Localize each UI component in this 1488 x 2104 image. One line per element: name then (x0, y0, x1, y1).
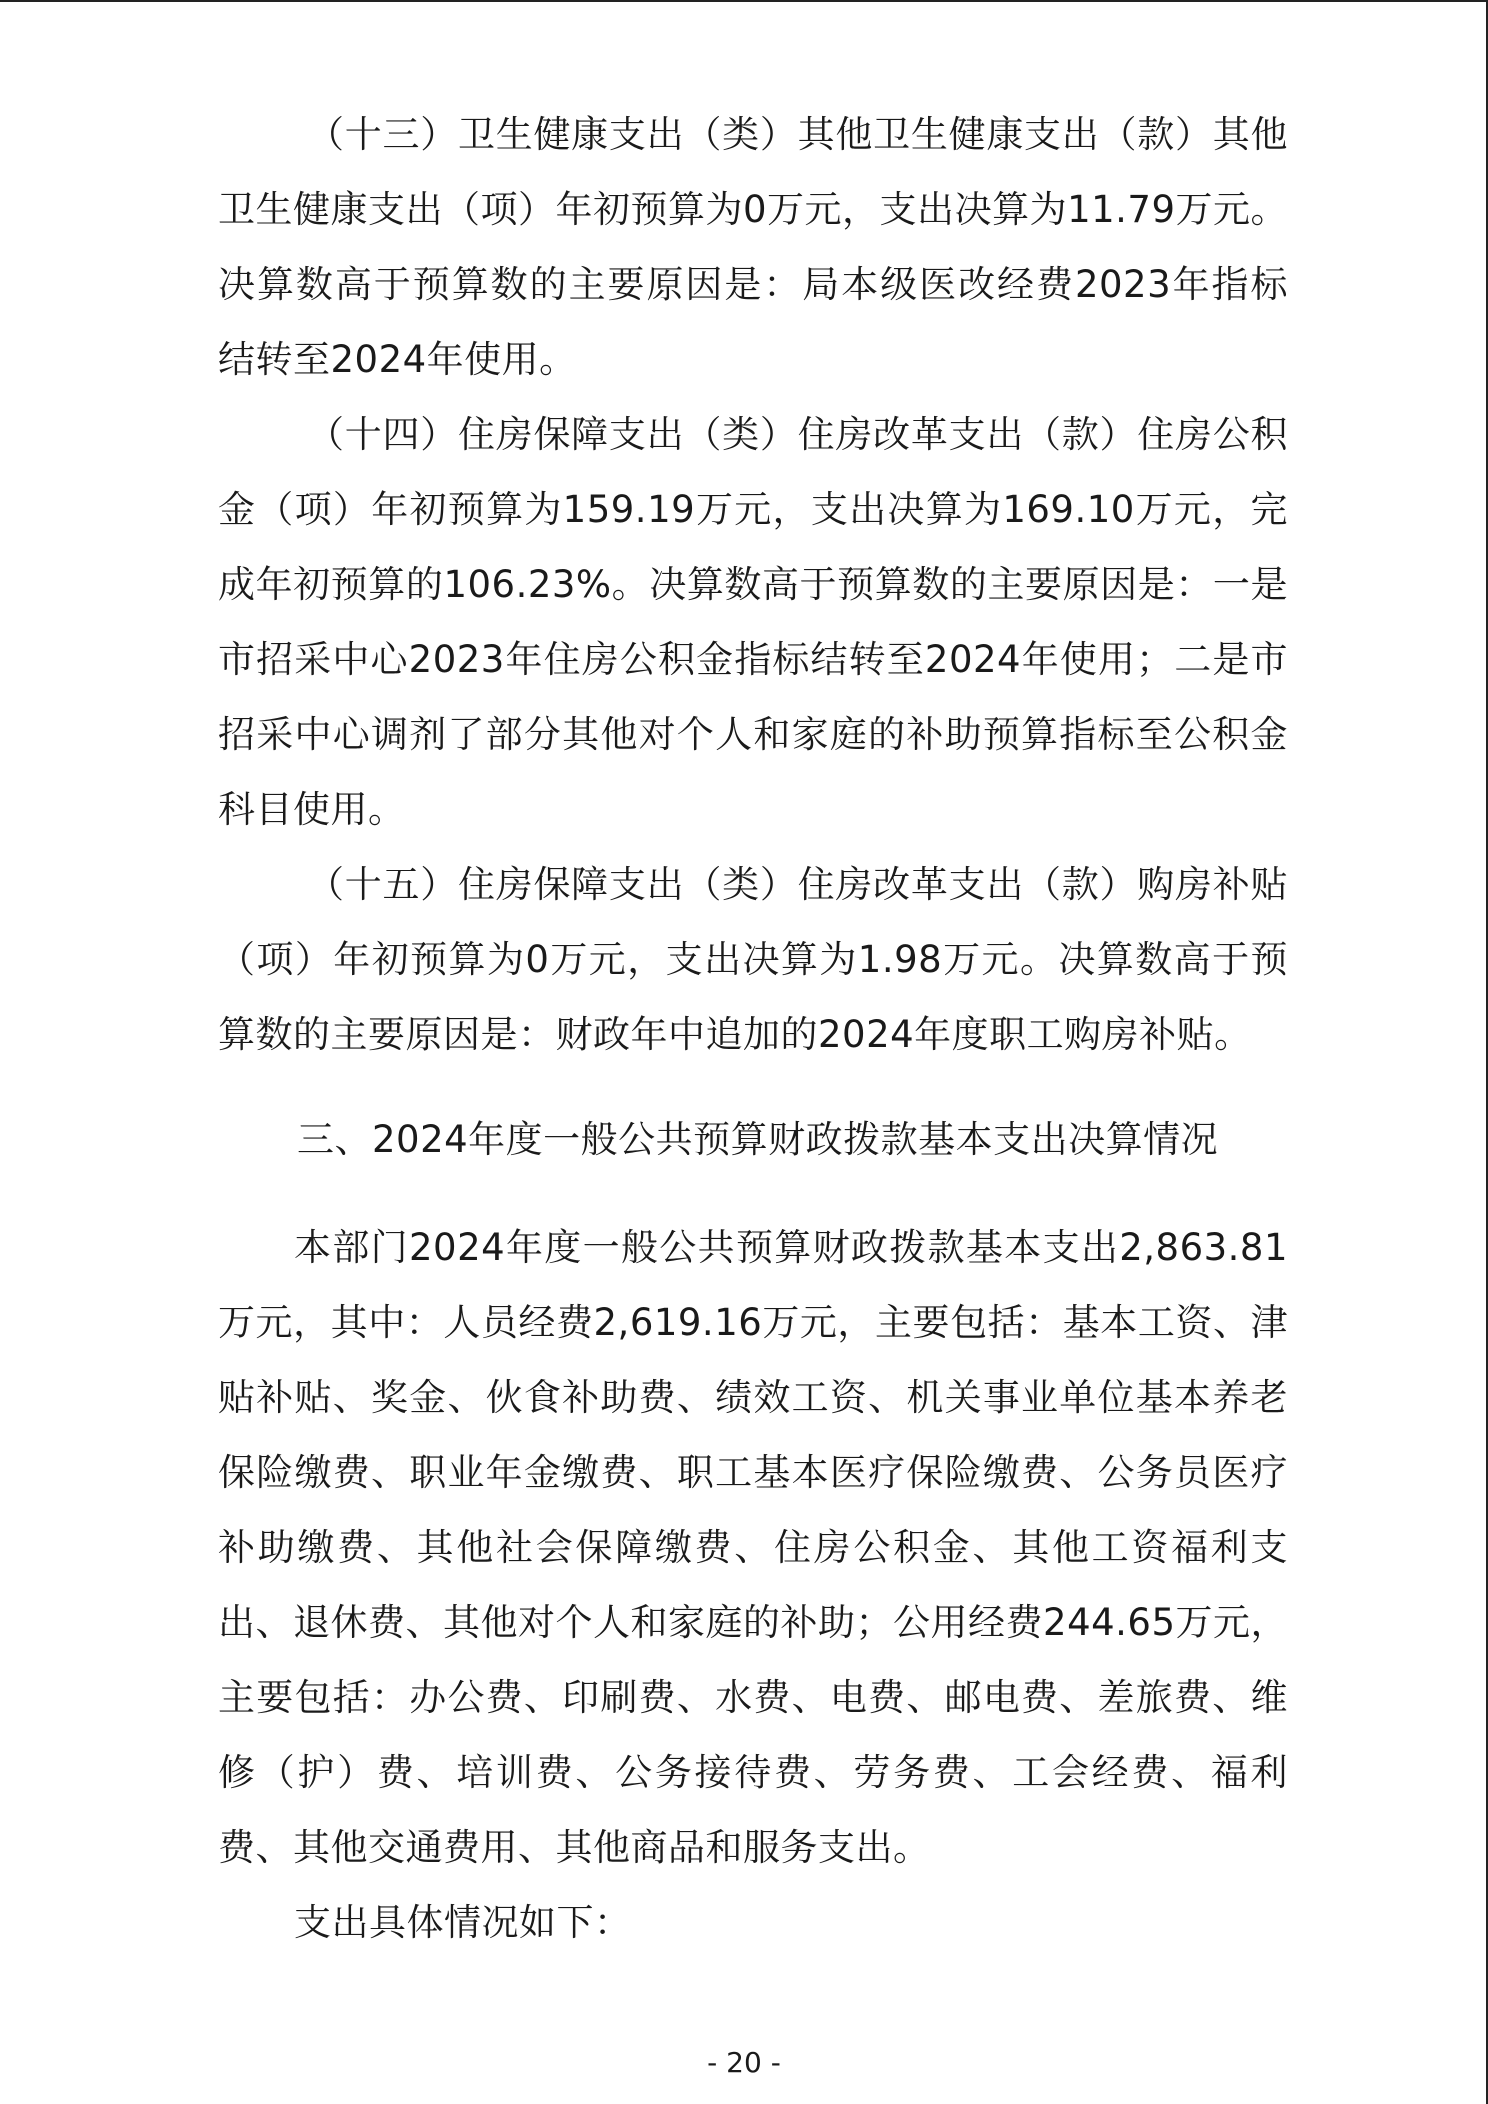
paragraph-housing-subsidy: （十五）住房保障支出（类）住房改革支出（款）购房补贴（项）年初预算为0万元，支出决算为1.98万元。决算数高于预算数的主要原因是：财政年中追加的2024年度职工购房补贴。 (218, 863, 1288, 1056)
paragraph-details-intro: 支出具体情况如下： (294, 1901, 632, 1944)
paragraph-housing-fund: （十四）住房保障支出（类）住房改革支出（款）住房公积金（项）年初预算为159.19万元，支出决算为169.10万元，完成年初预算的106.23%。决算数高于预算数的主要原因是：一是市招采中心2023年住房公积金指标结转至2024年使用；二是市招采中心调剂了部分其他对个人和家庭的补助预算指标至公积金科目使用。 (218, 413, 1288, 831)
paragraph-health-expenditure: （十三）卫生健康支出（类）其他卫生健康支出（款）其他卫生健康支出（项）年初预算为0万元，支出决算为11.79万元。决算数高于预算数的主要原因是：局本级医改经费2023年指标结转至2024年使用。 (218, 113, 1288, 381)
paragraph-basic-expenditure: 本部门2024年度一般公共预算财政拨款基本支出2,863.81万元，其中：人员经费2,619.16万元，主要包括：基本工资、津贴补贴、奖金、伙食补助费、绩效工资、机关事业单位基本养老保险缴费、职业年金缴费、职工基本医疗保险缴费、公务员医疗补助缴费、其他社会保障缴费、住房公积金、其他工资福利支出、退休费、其他对个人和家庭的补助；公用经费244.65万元，主要包括：办公费、印刷费、水费、电费、邮电费、差旅费、维修（护）费、培训费、公务接待费、劳务费、工会经费、福利费、其他交通费用、其他商品和服务支出。 (218, 1226, 1288, 1869)
document-body (218, 97, 1288, 1960)
page-number: - 20 - (707, 2046, 781, 2079)
section-heading: 三、2024年度一般公共预算财政拨款基本支出决算情况 (297, 1118, 1219, 1161)
